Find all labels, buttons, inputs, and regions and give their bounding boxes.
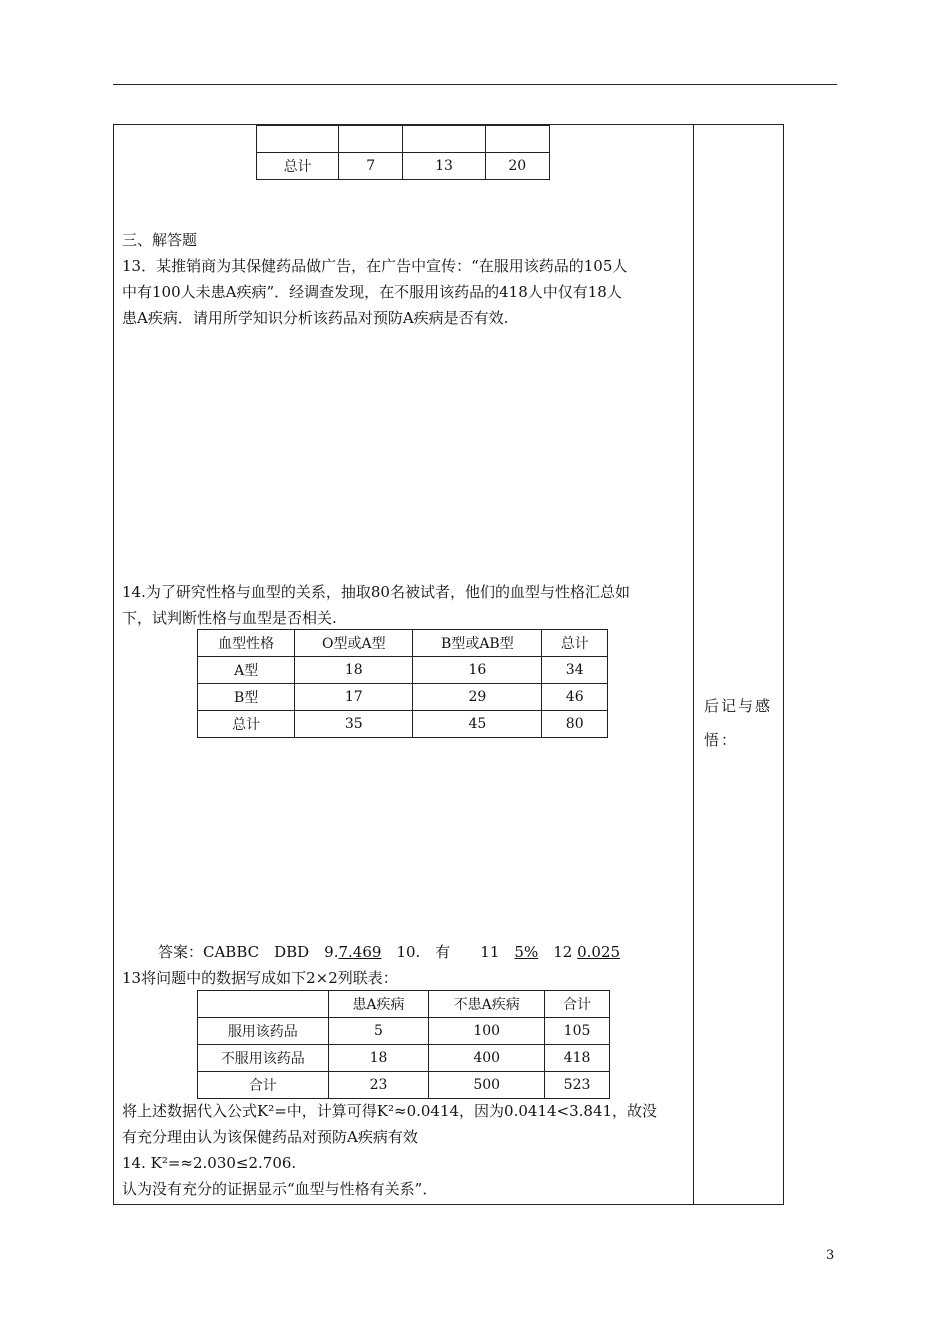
answer-12: 0.025 — [577, 943, 621, 961]
sol13-line-2: 有充分理由认为该保健药品对预防A疾病有效 — [122, 1128, 418, 1146]
q13-line-3: 患A疾病．请用所学知识分析该药品对预防A疾病是否有效. — [122, 309, 509, 327]
sol14-line-1: 14. K²=≈2.030≤2.706. — [122, 1154, 297, 1172]
header-rule — [113, 84, 837, 85]
blood-type-table — [197, 629, 608, 738]
answer-line: 答案：CABBC DBD 9.7.469 10. 有 11 5% 12 0.025 — [158, 943, 621, 961]
side-note-line-2: 悟： — [704, 731, 739, 749]
table-row: A型 18 16 34 — [198, 657, 608, 684]
q13-line-1: 13．某推销商为其保健药品做广告，在广告中宣传：“在服用该药品的105人 — [122, 257, 628, 275]
q14-line-1: 14.为了研究性格与血型的关系，抽取80名被试者，他们的血型与性格汇总如 — [122, 583, 630, 601]
table-row: 总计 35 45 80 — [198, 711, 608, 738]
table-row: 患A疾病 不患A疾病 合计 — [198, 991, 610, 1018]
sol14-line-2: 认为没有充分的证据显示“血型与性格有关系”． — [122, 1180, 438, 1198]
answer-11: 5% — [514, 943, 539, 961]
table-row: 服用该药品 5 100 105 — [198, 1018, 610, 1045]
page-number: 3 — [826, 1248, 835, 1263]
table-row: 总计 7 13 20 — [257, 153, 550, 180]
table-row: 不服用该药品 18 400 418 — [198, 1045, 610, 1072]
table-row: B型 17 29 46 — [198, 684, 608, 711]
table-row: 血型性格 O型或A型 B型或AB型 总计 — [198, 630, 608, 657]
q14-line-2: 下，试判断性格与血型是否相关. — [122, 609, 337, 627]
q13-line-2: 中有100人未患A疾病”．经调查发现，在不服用该药品的418人中仅有18人 — [122, 283, 622, 301]
contingency-table — [197, 990, 610, 1099]
column-divider — [693, 124, 694, 1205]
table-row — [257, 126, 550, 153]
table-row: 合计 23 500 523 — [198, 1072, 610, 1099]
top-table — [256, 125, 550, 180]
sol13-line-1: 将上述数据代入公式K²=中，计算可得K²≈0.0414，因为0.0414<3.841，故没 — [122, 1102, 658, 1120]
side-note — [704, 689, 772, 757]
section-title: 三、解答题 — [122, 231, 198, 249]
answer-9: 7.469 — [338, 943, 382, 961]
sol13-intro: 13将问题中的数据写成如下2×2列联表： — [122, 969, 398, 987]
side-note-line-1: 后记与感 — [704, 697, 773, 715]
